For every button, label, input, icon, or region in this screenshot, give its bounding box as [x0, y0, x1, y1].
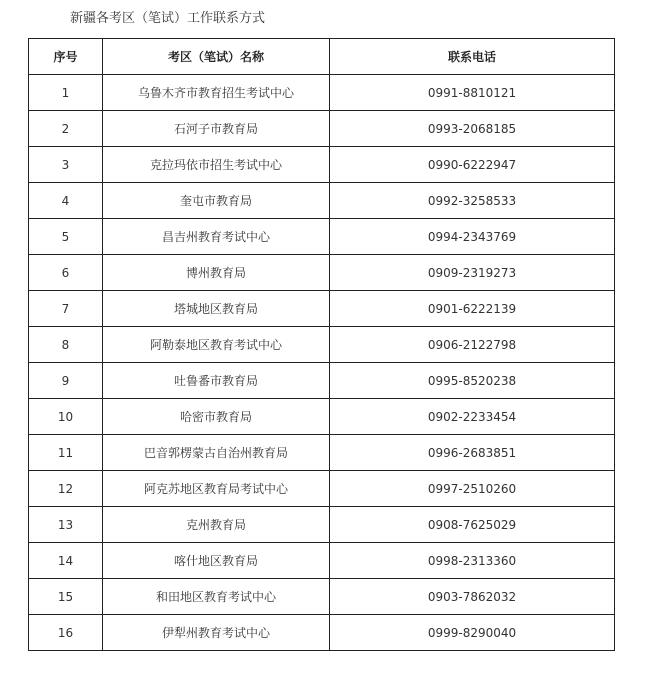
row-number: 5: [29, 219, 103, 255]
phone-number: 0999-8290040: [330, 615, 615, 651]
phone-number: 0990-6222947: [330, 147, 615, 183]
exam-area-name: 和田地区教育考试中心: [103, 579, 330, 615]
contact-table: [28, 38, 615, 651]
table-row: [29, 399, 615, 435]
phone-number: 0908-7625029: [330, 507, 615, 543]
phone-number: 0991-8810121: [330, 75, 615, 111]
exam-area-name: 吐鲁番市教育局: [103, 363, 330, 399]
exam-area-name: 奎屯市教育局: [103, 183, 330, 219]
row-number: 11: [29, 435, 103, 471]
row-number: 7: [29, 291, 103, 327]
row-number: 1: [29, 75, 103, 111]
column-header-number: 序号: [29, 39, 103, 75]
table-row: [29, 471, 615, 507]
table-row: [29, 327, 615, 363]
row-number: 6: [29, 255, 103, 291]
phone-number: 0995-8520238: [330, 363, 615, 399]
row-number: 8: [29, 327, 103, 363]
row-number: 9: [29, 363, 103, 399]
phone-number: 0906-2122798: [330, 327, 615, 363]
column-header-name: 考区（笔试）名称: [103, 39, 330, 75]
table-row: [29, 291, 615, 327]
exam-area-name: 塔城地区教育局: [103, 291, 330, 327]
exam-area-name: 喀什地区教育局: [103, 543, 330, 579]
row-number: 16: [29, 615, 103, 651]
phone-number: 0902-2233454: [330, 399, 615, 435]
exam-area-name: 哈密市教育局: [103, 399, 330, 435]
exam-area-name: 伊犁州教育考试中心: [103, 615, 330, 651]
table-row: [29, 183, 615, 219]
phone-number: 0903-7862032: [330, 579, 615, 615]
table-row: [29, 75, 615, 111]
exam-area-name: 巴音郭楞蒙古自治州教育局: [103, 435, 330, 471]
phone-number: 0996-2683851: [330, 435, 615, 471]
exam-area-name: 博州教育局: [103, 255, 330, 291]
exam-area-name: 昌吉州教育考试中心: [103, 219, 330, 255]
phone-number: 0901-6222139: [330, 291, 615, 327]
row-number: 3: [29, 147, 103, 183]
table-row: [29, 147, 615, 183]
table-row: [29, 111, 615, 147]
row-number: 2: [29, 111, 103, 147]
phone-number: 0997-2510260: [330, 471, 615, 507]
exam-area-name: 克州教育局: [103, 507, 330, 543]
phone-number: 0994-2343769: [330, 219, 615, 255]
exam-area-name: 石河子市教育局: [103, 111, 330, 147]
document-title: 新疆各考区（笔试）工作联系方式: [70, 11, 266, 26]
exam-area-name: 阿勒泰地区教育考试中心: [103, 327, 330, 363]
row-number: 10: [29, 399, 103, 435]
table-row: [29, 543, 615, 579]
table-row: [29, 615, 615, 651]
row-number: 13: [29, 507, 103, 543]
table-row: [29, 435, 615, 471]
table-row: [29, 255, 615, 291]
table-row: [29, 579, 615, 615]
exam-area-name: 克拉玛依市招生考试中心: [103, 147, 330, 183]
column-header-phone: 联系电话: [330, 39, 615, 75]
phone-number: 0909-2319273: [330, 255, 615, 291]
exam-area-name: 阿克苏地区教育局考试中心: [103, 471, 330, 507]
table-row: [29, 507, 615, 543]
row-number: 12: [29, 471, 103, 507]
phone-number: 0998-2313360: [330, 543, 615, 579]
table-header-row: [29, 39, 615, 75]
phone-number: 0992-3258533: [330, 183, 615, 219]
exam-area-name: 乌鲁木齐市教育招生考试中心: [103, 75, 330, 111]
row-number: 4: [29, 183, 103, 219]
row-number: 14: [29, 543, 103, 579]
row-number: 15: [29, 579, 103, 615]
phone-number: 0993-2068185: [330, 111, 615, 147]
table-row: [29, 219, 615, 255]
table-row: [29, 363, 615, 399]
